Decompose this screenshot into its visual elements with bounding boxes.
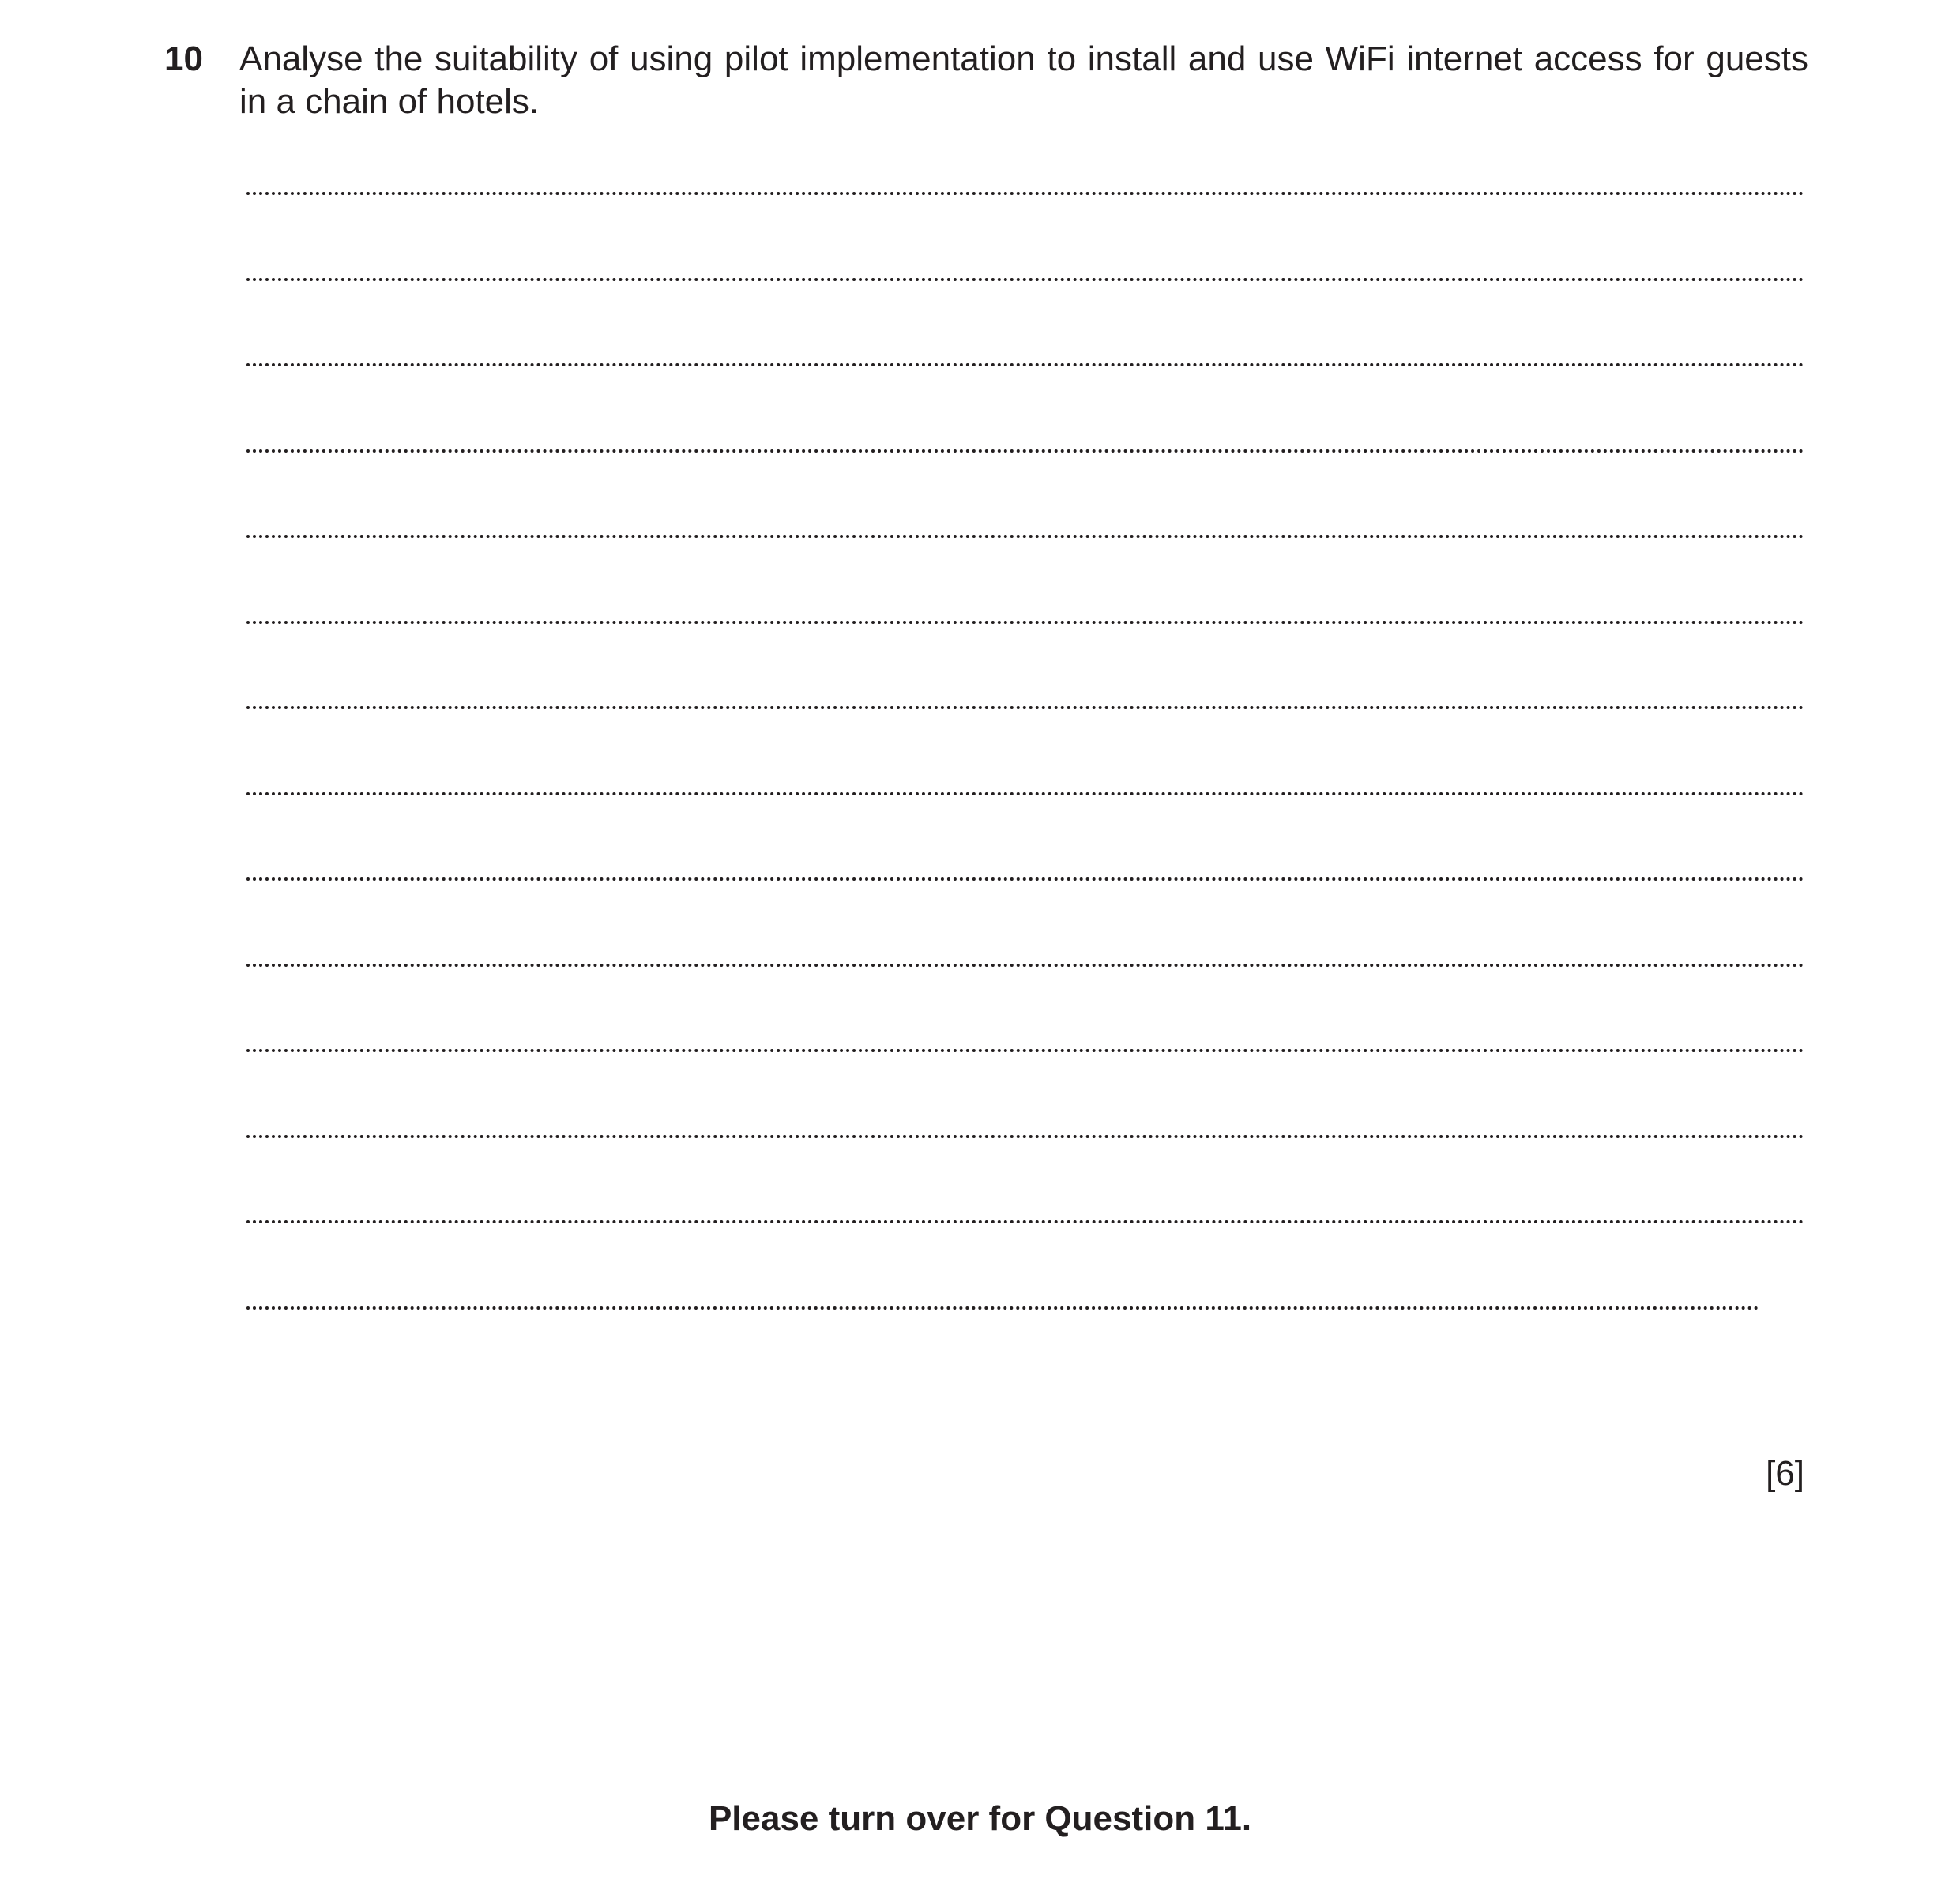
- answer-line[interactable]: [246, 964, 1804, 967]
- answer-line[interactable]: [246, 278, 1804, 281]
- answer-line[interactable]: [246, 1306, 1759, 1310]
- answer-line[interactable]: [246, 706, 1804, 709]
- answer-line[interactable]: [246, 192, 1804, 195]
- question-number: 10: [164, 39, 203, 78]
- answer-line[interactable]: [246, 1135, 1804, 1138]
- answer-line[interactable]: [246, 1049, 1804, 1052]
- answer-line[interactable]: [246, 621, 1804, 624]
- marks-label: [6]: [1766, 1454, 1804, 1493]
- answer-line[interactable]: [246, 449, 1804, 453]
- answer-line[interactable]: [246, 535, 1804, 538]
- question-text: Analyse the suitability of using pilot implementation to install and use WiFi internet access for guests in a chain of hotels.: [239, 39, 1808, 121]
- answer-line[interactable]: [246, 1220, 1804, 1223]
- answer-line[interactable]: [246, 363, 1804, 366]
- answer-line[interactable]: [246, 877, 1804, 881]
- footer-instruction: Please turn over for Question 11.: [708, 1799, 1252, 1838]
- answer-line[interactable]: [246, 792, 1804, 795]
